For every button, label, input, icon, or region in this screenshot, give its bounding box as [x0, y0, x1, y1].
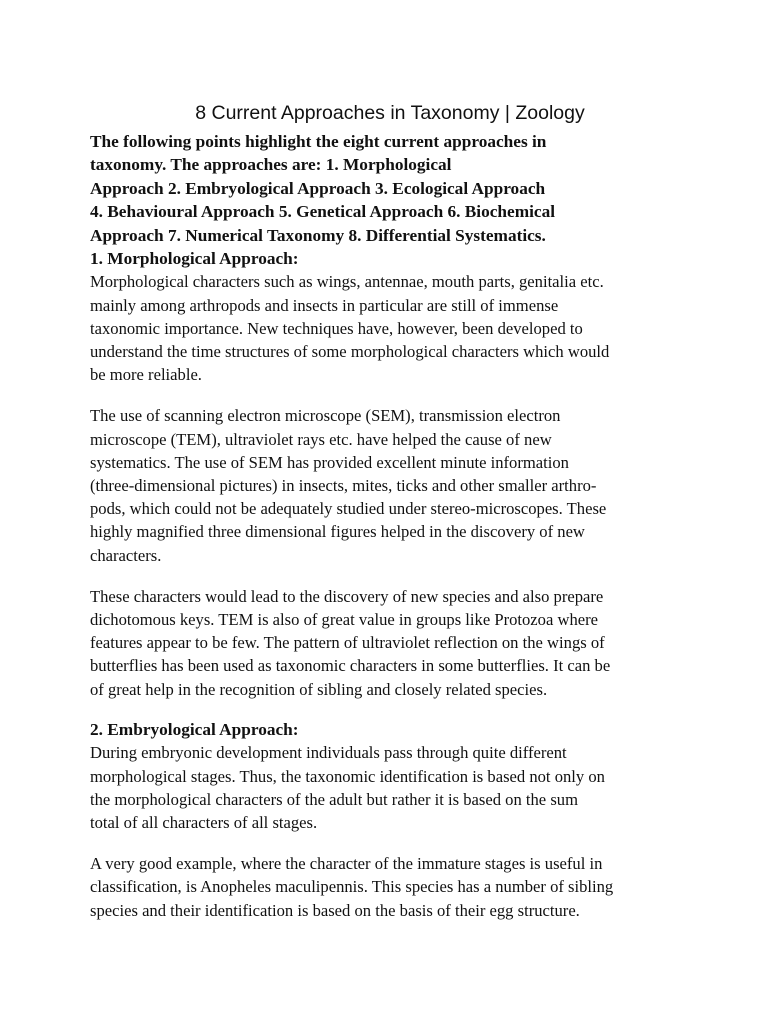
intro-line: Approach 7. Numerical Taxonomy 8. Differential Systematics. [90, 225, 546, 245]
paragraph-line: A very good example, where the character of the immature stages is useful in [90, 854, 603, 874]
paragraph-line: microscope (TEM), ultraviolet rays etc. have helped the cause of new [90, 429, 552, 449]
paragraph-line: pods, which could not be adequately studied under stereo-microscopes. These [90, 499, 607, 519]
paragraph-line: taxonomic importance. New techniques have, however, been developed to [90, 318, 583, 338]
section-heading-morphological: 1. Morphological Approach: [90, 249, 299, 269]
paragraph-line: dichotomous keys. TEM is also of great value in groups like Protozoa where [90, 610, 599, 630]
intro-line: The following points highlight the eight current approaches in [90, 132, 547, 151]
document-page [90, 100, 690, 922]
paragraph-line: highly magnified three dimensional figures helped in the discovery of new [90, 522, 585, 542]
paragraph-line: be more reliable. [90, 365, 202, 385]
paragraph-line: Morphological characters such as wings, antennae, mouth parts, genitalia etc. [90, 272, 604, 292]
paragraph-line: characters. [90, 545, 162, 565]
section-heading-embryological: 2. Embryological Approach: [90, 719, 299, 739]
intro-line: 4. Behavioural Approach 5. Genetical Approach 6. Biochemical [90, 202, 556, 222]
paragraph-line: features appear to be few. The pattern of ultraviolet reflection on the wings of [90, 633, 605, 653]
paragraph-line: morphological stages. Thus, the taxonomic identification is based not only on [90, 766, 605, 786]
body-paragraph [90, 270, 690, 386]
body-paragraph [90, 852, 690, 922]
paragraph-line: The use of scanning electron microscope (SEM), transmission electron [90, 406, 561, 426]
intro-line: taxonomy. The approaches are: 1. Morphological [90, 155, 452, 175]
body-paragraph [90, 585, 690, 701]
paragraph-line: of great help in the recognition of sibling and closely related species. [90, 679, 548, 699]
paragraph-line: These characters would lead to the discovery of new species and also prepare [90, 586, 604, 606]
intro-paragraph [90, 130, 690, 247]
paragraph-line: the morphological characters of the adult but rather it is based on the sum [90, 789, 578, 809]
body-paragraph [90, 741, 690, 834]
paragraph-line: classification, is Anopheles maculipennis. This species has a number of sibling [90, 877, 614, 897]
paragraph-line: (three-dimensional pictures) in insects, mites, ticks and other smaller arthro- [90, 476, 597, 496]
paragraph-line: understand the time structures of some morphological characters which would [90, 342, 610, 362]
paragraph-line: species and their identification is based on the basis of their egg structure. [90, 900, 580, 920]
paragraph-line: butterflies has been used as taxonomic characters in some butterflies. It can be [90, 656, 611, 676]
paragraph-line: total of all characters of all stages. [90, 812, 318, 832]
paragraph-spacer [90, 834, 690, 852]
paragraph-spacer [90, 386, 690, 404]
body-paragraph [90, 404, 690, 566]
intro-line: Approach 2. Embryological Approach 3. Ecological Approach [90, 178, 546, 198]
paragraph-line: mainly among arthropods and insects in particular are still of immense [90, 295, 559, 315]
paragraph-spacer [90, 567, 690, 585]
paragraph-line: During embryonic development individuals pass through quite different [90, 743, 567, 763]
paragraph-spacer [90, 701, 690, 718]
page-title: 8 Current Approaches in Taxonomy | Zoology [195, 102, 585, 124]
paragraph-line: systematics. The use of SEM has provided excellent minute information [90, 452, 569, 472]
